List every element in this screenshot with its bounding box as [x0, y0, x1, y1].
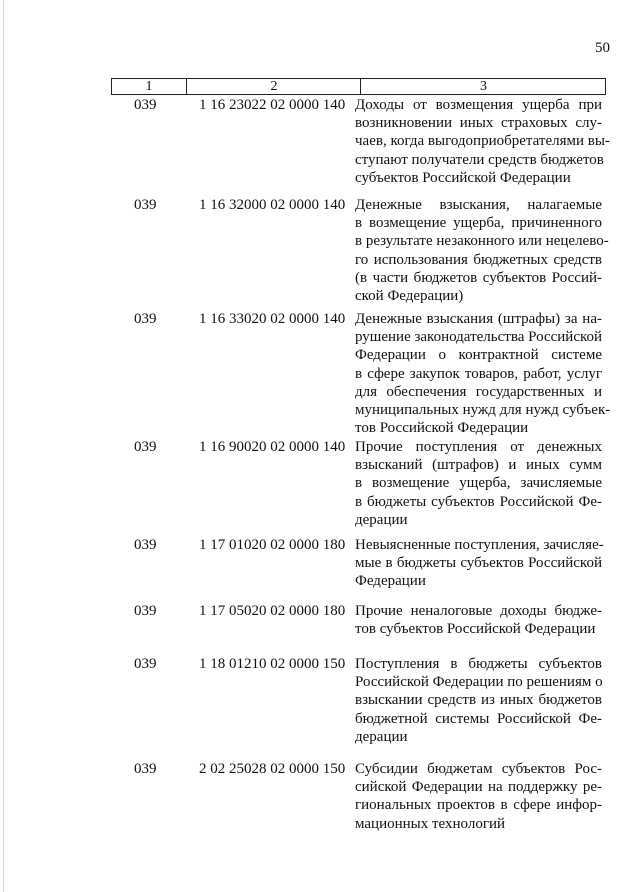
- header-col-1: 1: [145, 79, 153, 94]
- description-line: го использования бюджетных средств: [355, 251, 602, 268]
- income-description: [355, 655, 602, 746]
- admin-code: 039: [134, 197, 157, 213]
- description-line: сийской Федерации на поддержку ре-: [355, 779, 602, 796]
- description-line: бюджетной системы Российской Фе-: [355, 710, 602, 727]
- page-number: 50: [595, 40, 610, 56]
- description-line: Поступления в бюджеты субъектов: [355, 656, 602, 672]
- income-description: [355, 760, 602, 833]
- income-description: [355, 602, 602, 638]
- description-line: Невыясненные поступления, зачисляе-: [355, 537, 604, 553]
- description-line: Российской Федерации по решениям о: [355, 674, 603, 691]
- budget-classification-code: 1 16 33020 02 0000 140: [199, 311, 346, 327]
- admin-code: 039: [134, 311, 157, 327]
- description-line: ступают получатели средств бюджетов: [355, 151, 604, 168]
- description-line: гиональных проектов в сфере инфор-: [355, 797, 602, 814]
- header-col-3: 3: [360, 79, 606, 94]
- description-line: Субсидии бюджетам субъектов Рос-: [355, 761, 602, 777]
- budget-classification-code: 1 17 01020 02 0000 180: [199, 537, 346, 553]
- description-line: взысканий (штрафов) и иных сумм: [355, 457, 602, 474]
- admin-code: 039: [134, 761, 157, 777]
- description-line: Денежные взыскания, налагаемые: [355, 197, 602, 213]
- admin-code: 039: [134, 439, 157, 455]
- income-description: [355, 438, 602, 529]
- table-header: [111, 78, 606, 95]
- description-line: тов Российской Федерации: [355, 420, 529, 437]
- page-left-edge: [3, 0, 4, 892]
- income-description: [355, 196, 609, 305]
- description-line: дерации: [355, 511, 408, 528]
- description-line: (в части бюджетов субъектов Россий-: [355, 269, 602, 286]
- description-line: дерации: [355, 728, 408, 745]
- admin-code: 039: [134, 97, 157, 113]
- income-description: [355, 96, 610, 187]
- description-line: в сфере закупок товаров, работ, услуг: [355, 365, 602, 382]
- description-line: чаев, когда выгодоприобретателями вы-: [355, 133, 610, 150]
- description-line: возникновении иных страховых слу-: [355, 115, 602, 132]
- description-line: в бюджеты субъектов Российской Фе-: [355, 493, 602, 510]
- description-line: мационных технологий: [355, 815, 506, 832]
- budget-classification-code: 1 18 01210 02 0000 150: [199, 656, 346, 672]
- description-line: Федерации о контрактной системе: [355, 347, 602, 364]
- budget-classification-code: 1 16 32000 02 0000 140: [199, 197, 346, 213]
- description-line: субъектов Российской Федерации: [355, 169, 571, 186]
- description-line: рушение законодательства Российской: [355, 329, 603, 346]
- description-line: Федерации: [355, 573, 426, 590]
- description-line: в возмещение ущерба, зачисляемые: [355, 475, 602, 492]
- description-line: Прочие неналоговые доходы бюдже-: [355, 603, 602, 619]
- budget-classification-code: 1 16 90020 02 0000 140: [199, 439, 346, 455]
- description-line: в результате незаконного или нецелево-: [355, 233, 609, 250]
- income-description: [355, 310, 611, 437]
- description-line: в возмещение ущерба, причиненного: [355, 215, 602, 232]
- header-col-2: 2: [186, 79, 361, 94]
- budget-classification-code: 2 02 25028 02 0000 150: [199, 761, 346, 777]
- description-line: взыскании средств из иных бюджетов: [355, 692, 602, 709]
- admin-code: 039: [134, 603, 157, 619]
- description-line: ской Федерации): [355, 288, 464, 305]
- description-line: Прочие поступления от денежных: [355, 439, 602, 455]
- description-line: мые в бюджеты субъектов Российской: [355, 555, 602, 572]
- description-line: тов субъектов Российской Федерации: [355, 621, 596, 638]
- admin-code: 039: [134, 537, 157, 553]
- income-description: [355, 536, 602, 591]
- description-line: Доходы от возмещения ущерба при: [355, 97, 602, 113]
- budget-classification-code: 1 16 23022 02 0000 140: [199, 97, 346, 113]
- description-line: для обеспечения государственных и: [355, 383, 602, 400]
- admin-code: 039: [134, 656, 157, 672]
- description-line: Денежные взыскания (штрафы) за на-: [355, 311, 602, 327]
- description-line: муниципальных нужд для нужд субъек-: [355, 402, 611, 419]
- budget-classification-code: 1 17 05020 02 0000 180: [199, 603, 346, 619]
